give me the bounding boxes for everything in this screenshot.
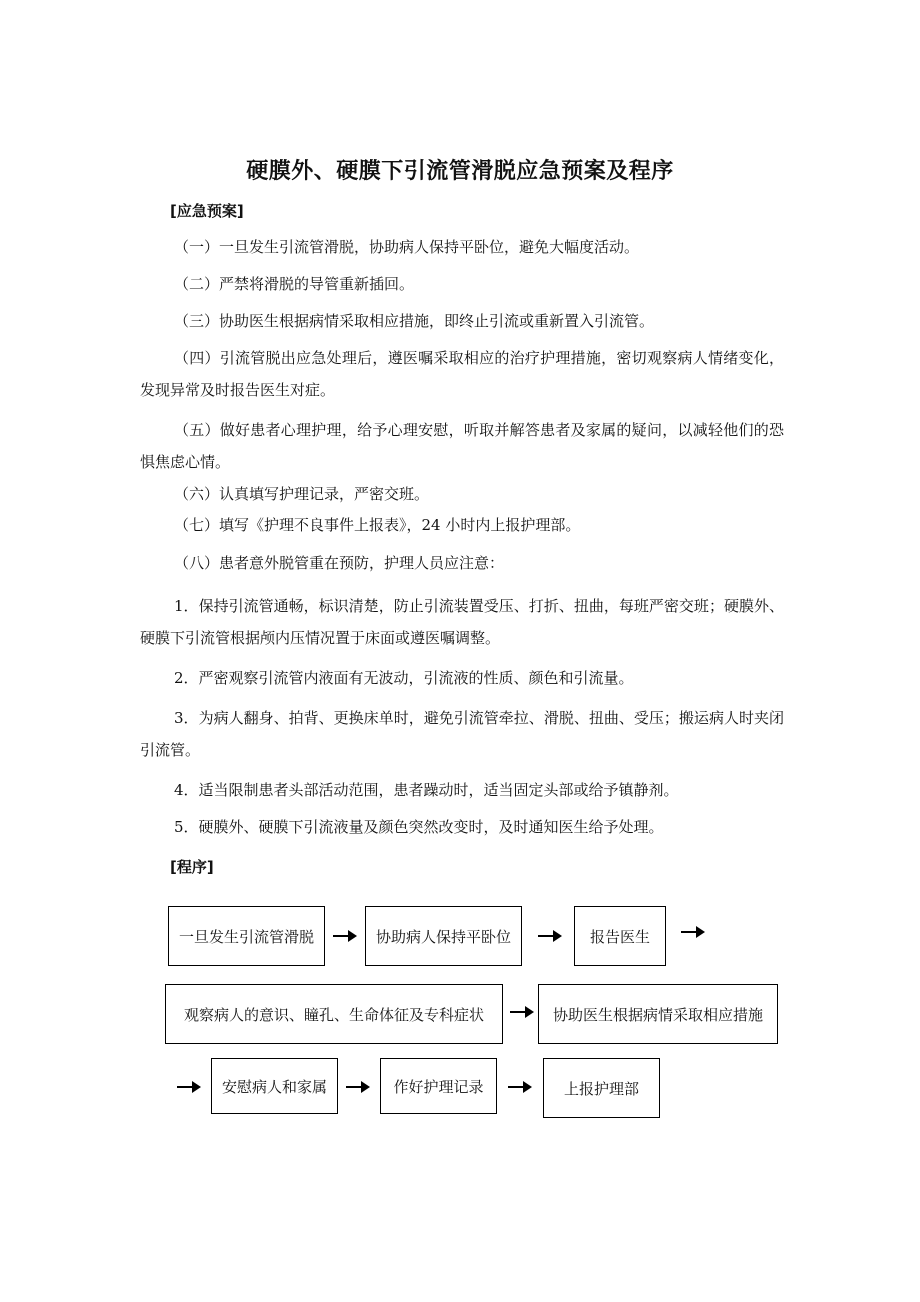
section-heading-procedure: [程序] bbox=[170, 858, 214, 876]
paragraph-7: （七）填写《护理不良事件上报表》，24 小时内上报护理部。 bbox=[174, 516, 581, 534]
paragraph-4: （四）引流管脱出应急处理后，遵医嘱采取相应的治疗护理措施，密切观察病人情绪变化，发现异常及时报告医生对症。 bbox=[140, 349, 784, 399]
flow-step-box: 协助医生根据病情采取相应措施 bbox=[538, 984, 778, 1044]
flow-step-box: 作好护理记录 bbox=[380, 1058, 497, 1114]
flow-step-box: 上报护理部 bbox=[543, 1058, 660, 1118]
flow-arrow bbox=[538, 929, 562, 943]
paragraph-2: （二）严禁将滑脱的导管重新插回。 bbox=[174, 275, 415, 293]
flow-step-box: 观察病人的意识、瞳孔、生命体征及专科症状 bbox=[165, 984, 503, 1044]
paragraph-3: （三）协助医生根据病情采取相应措施，即终止引流或重新置入引流管。 bbox=[174, 312, 655, 330]
section-heading-plan: [应急预案] bbox=[170, 202, 244, 220]
flow-step-box: 协助病人保持平卧位 bbox=[365, 906, 522, 966]
list-item-5: 5．硬膜外、硬膜下引流液量及颜色突然改变时，及时通知医生给予处理。 bbox=[174, 818, 664, 836]
list-item-3: 3．为病人翻身、拍背、更换床单时，避免引流管牵拉、滑脱、扭曲、受压；搬运病人时夹闭引流管。 bbox=[140, 709, 784, 759]
flow-arrow bbox=[177, 1080, 201, 1094]
list-item-2: 2．严密观察引流管内液面有无波动，引流液的性质、颜色和引流量。 bbox=[174, 669, 634, 687]
flow-arrow bbox=[346, 1080, 370, 1094]
flow-step-box: 报告医生 bbox=[574, 906, 666, 966]
flow-arrow bbox=[333, 929, 357, 943]
flow-arrow bbox=[510, 1005, 534, 1019]
document-title: 硬膜外、硬膜下引流管滑脱应急预案及程序 bbox=[246, 159, 674, 184]
paragraph-8: （八）患者意外脱管重在预防，护理人员应注意： bbox=[174, 554, 505, 572]
flow-arrow bbox=[681, 925, 705, 939]
paragraph-1: （一）一旦发生引流管滑脱，协助病人保持平卧位，避免大幅度活动。 bbox=[174, 238, 640, 256]
list-item-1: 1．保持引流管通畅，标识清楚，防止引流装置受压、打折、扭曲，每班严密交班；硬膜外、硬膜下引流管根据颅内压情况置于床面或遵医嘱调整。 bbox=[140, 597, 784, 647]
paragraph-6: （六）认真填写护理记录，严密交班。 bbox=[174, 485, 430, 503]
list-item-4: 4．适当限制患者头部活动范围，患者躁动时，适当固定头部或给予镇静剂。 bbox=[174, 781, 679, 799]
flow-arrow bbox=[508, 1080, 532, 1094]
flow-step-box: 一旦发生引流管滑脱 bbox=[168, 906, 325, 966]
paragraph-5: （五）做好患者心理护理，给予心理安慰，听取并解答患者及家属的疑问，以减轻他们的恐惧焦虑心情。 bbox=[140, 421, 784, 471]
flow-step-box: 安慰病人和家属 bbox=[211, 1058, 338, 1114]
